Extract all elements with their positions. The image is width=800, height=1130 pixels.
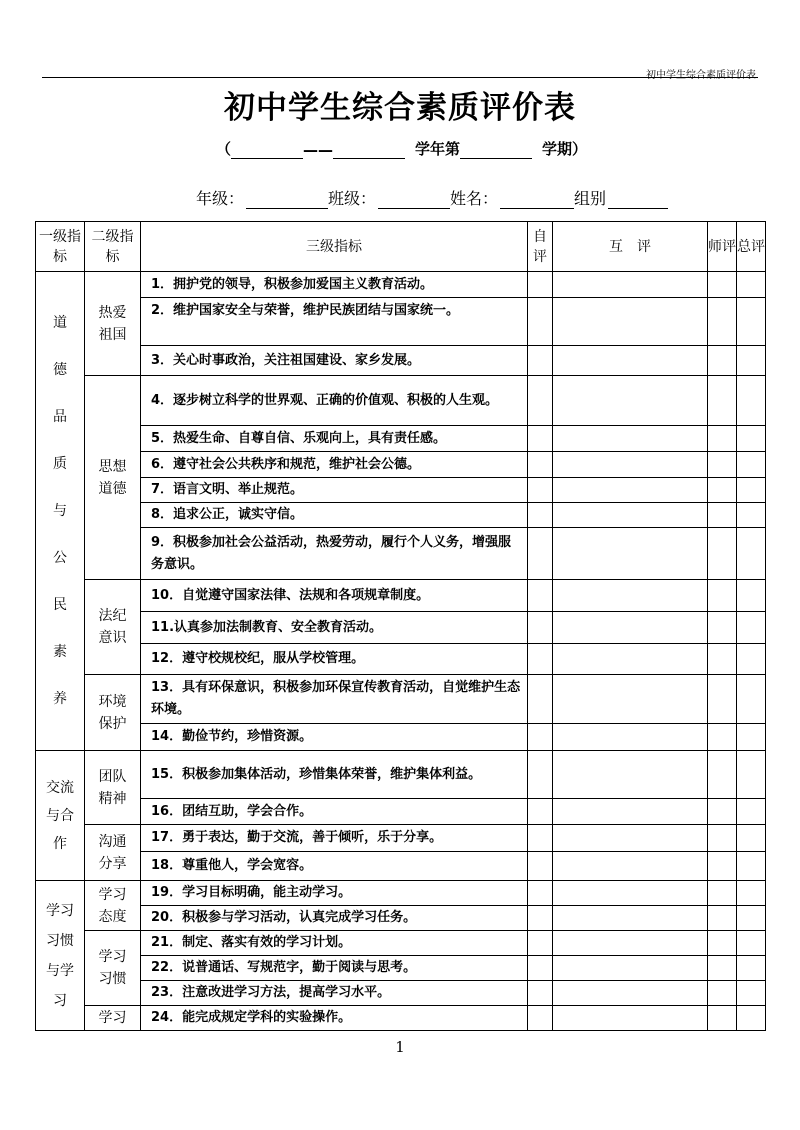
table-row [36, 376, 766, 426]
total-eval-cell[interactable] [737, 503, 766, 528]
item-cell: 5．热爱生命、自尊自信、乐观向上，具有责任感。 [141, 426, 528, 452]
table-row [36, 675, 766, 724]
self-eval-cell[interactable] [528, 580, 553, 612]
teacher-eval-cell[interactable] [708, 906, 737, 931]
table-row [36, 644, 766, 675]
header-divider [42, 77, 758, 78]
self-eval-cell[interactable] [528, 852, 553, 881]
level2-label: 环境保护 [98, 693, 127, 732]
table-row [36, 478, 766, 503]
self-eval-cell[interactable] [528, 906, 553, 931]
class-label: 班级： [328, 189, 377, 208]
teacher-eval-cell[interactable] [708, 799, 737, 825]
total-eval-cell[interactable] [737, 675, 766, 724]
item-cell: 2．维护国家安全与荣誉，维护民族团结与国家统一。 [141, 298, 528, 346]
table-row [36, 956, 766, 981]
item-cell: 10．自觉遵守国家法律、法规和各项规章制度。 [141, 580, 528, 612]
level2-cell [85, 881, 141, 931]
teacher-eval-cell[interactable] [708, 452, 737, 478]
peer-eval-cell[interactable] [553, 503, 708, 528]
item-cell: 12．遵守校规校纪，服从学校管理。 [141, 644, 528, 675]
item-cell: 7．语言文明、举止规范。 [141, 478, 528, 503]
table-row [36, 825, 766, 852]
self-eval-cell[interactable] [528, 1006, 553, 1031]
self-eval-cell[interactable] [528, 478, 553, 503]
header-total-eval: 总评 [737, 222, 766, 272]
teacher-eval-cell[interactable] [708, 1006, 737, 1031]
item-cell: 8．追求公正，诚实守信。 [141, 503, 528, 528]
term-line [216, 138, 587, 159]
teacher-eval-cell[interactable] [708, 931, 737, 956]
self-eval-cell[interactable] [528, 675, 553, 724]
total-eval-cell[interactable] [737, 931, 766, 956]
total-eval-cell[interactable] [737, 612, 766, 644]
teacher-eval-cell[interactable] [708, 644, 737, 675]
teacher-eval-cell[interactable] [708, 956, 737, 981]
start-year-blank[interactable] [231, 142, 303, 159]
item-cell: 1．拥护党的领导，积极参加爱国主义教育活动。 [141, 272, 528, 298]
item-cell: 19．学习目标明确，能主动学习。 [141, 881, 528, 906]
peer-eval-cell[interactable] [553, 852, 708, 881]
level2-cell [85, 1006, 141, 1031]
teacher-eval-cell[interactable] [708, 426, 737, 452]
total-eval-cell[interactable] [737, 478, 766, 503]
name-blank[interactable] [500, 192, 574, 209]
total-eval-cell[interactable] [737, 346, 766, 376]
table-row [36, 452, 766, 478]
teacher-eval-cell[interactable] [708, 825, 737, 852]
grade-label: 年级： [196, 189, 245, 208]
header-level2: 二级指标 [85, 222, 141, 272]
name-label: 姓名： [450, 189, 499, 208]
total-eval-cell[interactable] [737, 298, 766, 346]
self-eval-cell[interactable] [528, 528, 553, 580]
header-peer-eval: 互 评 [553, 222, 708, 272]
item-cell: 11.认真参加法制教育、安全教育活动。 [141, 612, 528, 644]
peer-eval-cell[interactable] [553, 881, 708, 906]
teacher-eval-cell[interactable] [708, 503, 737, 528]
table-header-row [36, 222, 766, 272]
total-eval-cell[interactable] [737, 724, 766, 751]
teacher-eval-cell[interactable] [708, 881, 737, 906]
level2-label: 沟通分享 [98, 833, 127, 872]
item-cell: 3．关心时事政治，关注祖国建设、家乡发展。 [141, 346, 528, 376]
level1-cell-communication [36, 751, 85, 881]
group-label: 组别 [574, 189, 607, 208]
self-eval-cell[interactable] [528, 751, 553, 799]
table-row [36, 852, 766, 881]
table-row [36, 503, 766, 528]
item-cell: 18．尊重他人，学会宽容。 [141, 852, 528, 881]
level2-label: 热爱祖国 [98, 304, 127, 343]
total-eval-cell[interactable] [737, 799, 766, 825]
teacher-eval-cell[interactable] [708, 675, 737, 724]
item-cell: 17．勇于表达，勤于交流，善于倾听，乐于分享。 [141, 825, 528, 852]
total-eval-cell[interactable] [737, 452, 766, 478]
total-eval-cell[interactable] [737, 272, 766, 298]
table-row [36, 724, 766, 751]
grade-blank[interactable] [246, 192, 328, 209]
teacher-eval-cell[interactable] [708, 751, 737, 799]
total-eval-cell[interactable] [737, 426, 766, 452]
total-eval-cell[interactable] [737, 751, 766, 799]
self-eval-cell[interactable] [528, 825, 553, 852]
self-eval-cell[interactable] [528, 452, 553, 478]
level1-label: 道德品质与公民素养 [53, 314, 67, 707]
level2-cell [85, 931, 141, 1006]
table-row [36, 931, 766, 956]
header-level3: 三级指标 [141, 222, 528, 272]
level1-cell-moral [36, 272, 85, 751]
item-cell: 23．注意改进学习方法，提高学习水平。 [141, 981, 528, 1006]
table-row [36, 272, 766, 298]
header-teacher-eval: 师评 [708, 222, 737, 272]
total-eval-cell[interactable] [737, 580, 766, 612]
peer-eval-cell[interactable] [553, 751, 708, 799]
table-row [36, 906, 766, 931]
class-blank[interactable] [378, 192, 450, 209]
self-eval-cell[interactable] [528, 503, 553, 528]
level2-label: 团队精神 [98, 768, 127, 807]
peer-eval-cell[interactable] [553, 1006, 708, 1031]
table-row [36, 881, 766, 906]
level2-cell [85, 751, 141, 825]
peer-eval-cell[interactable] [553, 906, 708, 931]
header-self-eval: 自评 [528, 222, 553, 272]
total-eval-cell[interactable] [737, 981, 766, 1006]
page-title: 初中学生综合素质评价表 [224, 90, 576, 126]
level2-label: 学习习惯 [98, 949, 127, 987]
total-eval-cell[interactable] [737, 881, 766, 906]
end-year-blank[interactable] [333, 142, 405, 159]
running-header: 初中学生综合素质评价表 [646, 70, 756, 81]
self-eval-cell[interactable] [528, 272, 553, 298]
self-eval-cell[interactable] [528, 426, 553, 452]
peer-eval-cell[interactable] [553, 612, 708, 644]
self-eval-cell[interactable] [528, 799, 553, 825]
term-label: 学期） [542, 140, 588, 158]
level1-cell-learning [36, 881, 85, 1031]
teacher-eval-cell[interactable] [708, 981, 737, 1006]
peer-eval-cell[interactable] [553, 580, 708, 612]
level2-label: 学习态度 [98, 886, 127, 925]
evaluation-table [35, 221, 766, 1031]
teacher-eval-cell[interactable] [708, 724, 737, 751]
total-eval-cell[interactable] [737, 644, 766, 675]
level1-label: 交流与合作 [46, 779, 74, 852]
table-row [36, 612, 766, 644]
peer-eval-cell[interactable] [553, 346, 708, 376]
item-cell: 6．遵守社会公共秩序和规范，维护社会公德。 [141, 452, 528, 478]
level2-label: 思想道德 [98, 458, 127, 497]
table-row [36, 346, 766, 376]
item-cell: 14．勤俭节约，珍惜资源。 [141, 724, 528, 751]
table-row [36, 981, 766, 1006]
level1-label: 学习习惯与学习 [46, 902, 74, 1009]
teacher-eval-cell[interactable] [708, 580, 737, 612]
peer-eval-cell[interactable] [553, 528, 708, 580]
teacher-eval-cell[interactable] [708, 612, 737, 644]
teacher-eval-cell[interactable] [708, 852, 737, 881]
table-row [36, 426, 766, 452]
peer-eval-cell[interactable] [553, 426, 708, 452]
total-eval-cell[interactable] [737, 956, 766, 981]
level2-cell [85, 376, 141, 580]
teacher-eval-cell[interactable] [708, 272, 737, 298]
item-cell: 4．逐步树立科学的世界观、正确的价值观、积极的人生观。 [141, 376, 528, 426]
table-row [36, 580, 766, 612]
total-eval-cell[interactable] [737, 528, 766, 580]
self-eval-cell[interactable] [528, 346, 553, 376]
total-eval-cell[interactable] [737, 1006, 766, 1031]
item-cell: 15．积极参加集体活动，珍惜集体荣誉，维护集体利益。 [141, 751, 528, 799]
term-year-label: 学年第 [415, 140, 461, 158]
level2-cell [85, 272, 141, 376]
self-eval-cell[interactable] [528, 298, 553, 346]
table-row [36, 1006, 766, 1031]
page-number: 1 [395, 1038, 405, 1056]
level2-label: 法纪意识 [98, 608, 127, 646]
teacher-eval-cell[interactable] [708, 528, 737, 580]
student-info-line [196, 186, 668, 209]
level2-label: 学习 [98, 1010, 127, 1026]
teacher-eval-cell[interactable] [708, 478, 737, 503]
peer-eval-cell[interactable] [553, 675, 708, 724]
item-cell: 13．具有环保意识，积极参加环保宣传教育活动，自觉维护生态环境。 [141, 675, 528, 724]
self-eval-cell[interactable] [528, 881, 553, 906]
peer-eval-cell[interactable] [553, 644, 708, 675]
item-cell: 20．积极参与学习活动，认真完成学习任务。 [141, 906, 528, 931]
peer-eval-cell[interactable] [553, 956, 708, 981]
item-cell: 9．积极参加社会公益活动，热爱劳动，履行个人义务，增强服务意识。 [141, 528, 528, 580]
level2-cell [85, 825, 141, 881]
peer-eval-cell[interactable] [553, 825, 708, 852]
total-eval-cell[interactable] [737, 825, 766, 852]
item-cell: 16．团结互助，学会合作。 [141, 799, 528, 825]
item-cell: 21．制定、落实有效的学习计划。 [141, 931, 528, 956]
self-eval-cell[interactable] [528, 612, 553, 644]
peer-eval-cell[interactable] [553, 298, 708, 346]
table-row [36, 528, 766, 580]
header-level1: 一级指标 [36, 222, 85, 272]
self-eval-cell[interactable] [528, 931, 553, 956]
table-row [36, 751, 766, 799]
total-eval-cell[interactable] [737, 906, 766, 931]
peer-eval-cell[interactable] [553, 981, 708, 1006]
peer-eval-cell[interactable] [553, 931, 708, 956]
term-open-paren: （ [216, 140, 232, 158]
table-row [36, 799, 766, 825]
term-dash: —— [303, 141, 334, 159]
level2-cell [85, 675, 141, 751]
item-cell: 22．说普通话、写规范字，勤于阅读与思考。 [141, 956, 528, 981]
teacher-eval-cell[interactable] [708, 376, 737, 426]
self-eval-cell[interactable] [528, 724, 553, 751]
table-row [36, 298, 766, 346]
peer-eval-cell[interactable] [553, 799, 708, 825]
self-eval-cell[interactable] [528, 644, 553, 675]
item-cell: 24．能完成规定学科的实验操作。 [141, 1006, 528, 1031]
peer-eval-cell[interactable] [553, 452, 708, 478]
peer-eval-cell[interactable] [553, 478, 708, 503]
self-eval-cell[interactable] [528, 956, 553, 981]
total-eval-cell[interactable] [737, 376, 766, 426]
peer-eval-cell[interactable] [553, 272, 708, 298]
teacher-eval-cell[interactable] [708, 298, 737, 346]
evaluation-table-wrapper [35, 221, 766, 1031]
self-eval-cell[interactable] [528, 981, 553, 1006]
total-eval-cell[interactable] [737, 852, 766, 881]
self-eval-cell[interactable] [528, 376, 553, 426]
teacher-eval-cell[interactable] [708, 346, 737, 376]
peer-eval-cell[interactable] [553, 376, 708, 426]
peer-eval-cell[interactable] [553, 724, 708, 751]
term-number-blank[interactable] [460, 142, 532, 159]
level2-cell [85, 580, 141, 675]
group-blank[interactable] [608, 192, 668, 209]
